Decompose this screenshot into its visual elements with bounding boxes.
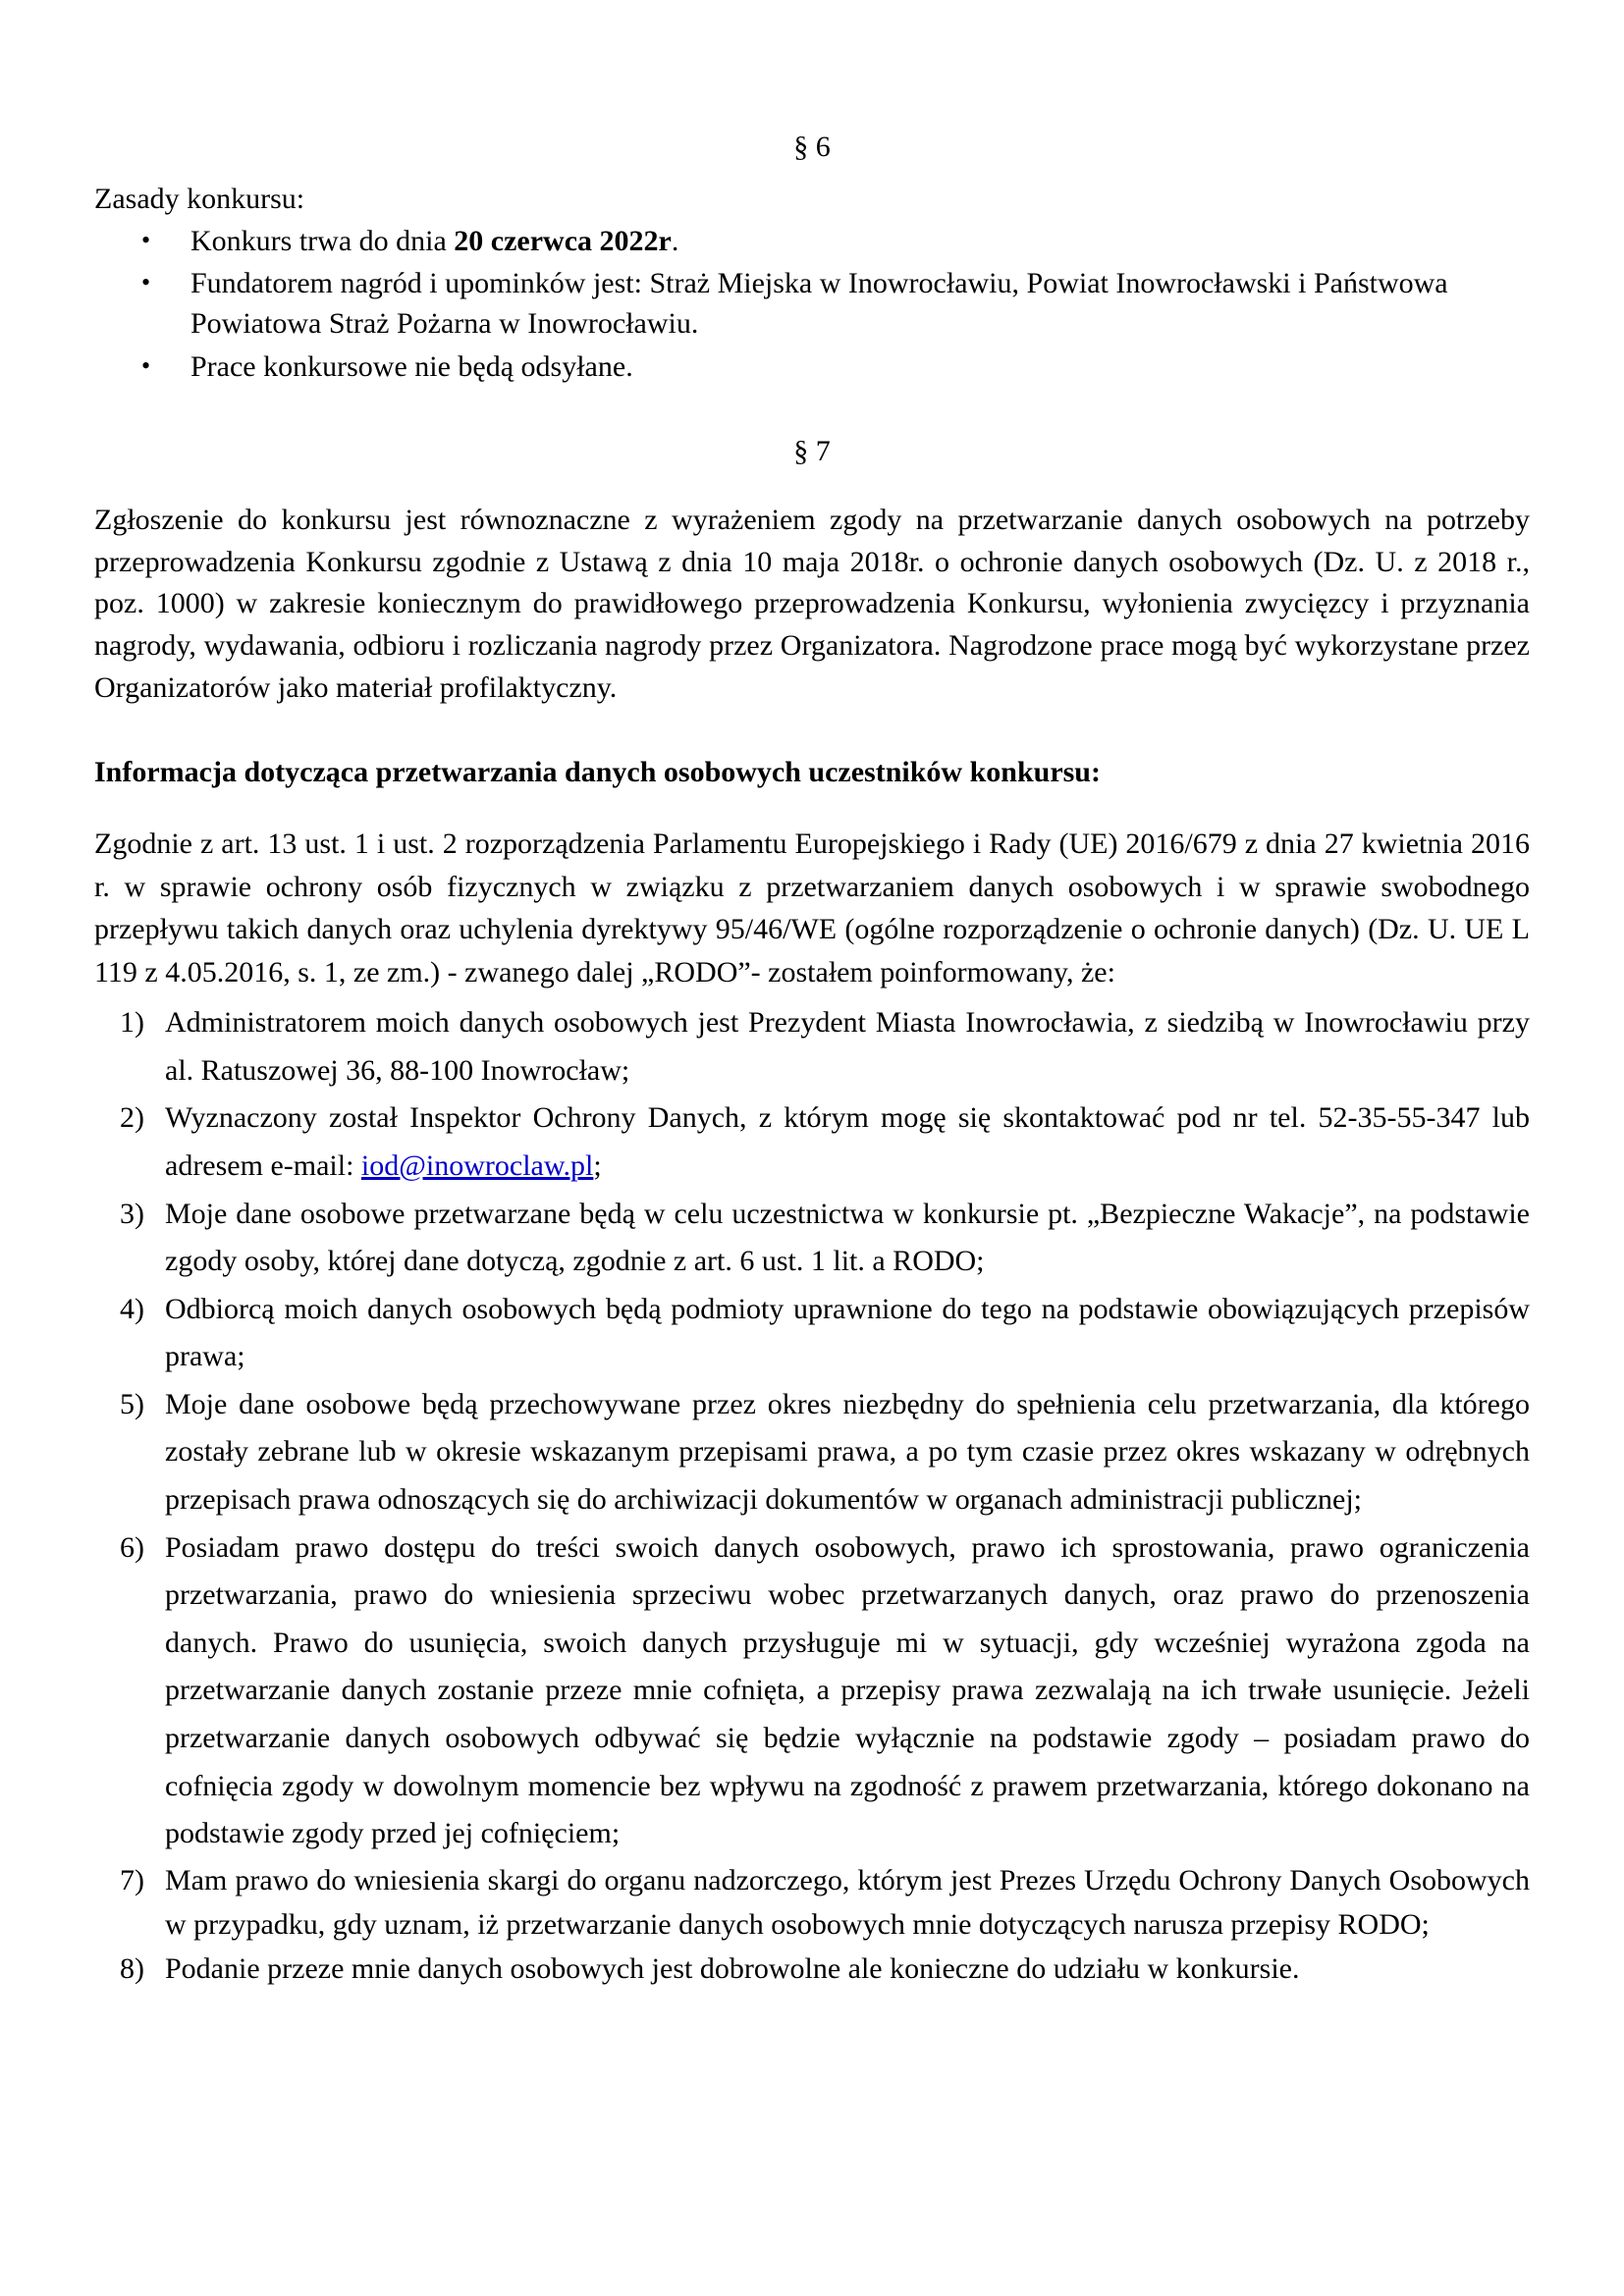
list-item-text: Moje dane osobowe będą przechowywane przez okres niezbędny do spełnienia celu przetwarzania, dla którego zostały zebrane lub w okresie wskazanym przepisami prawa, a po tym czasie przez okres wskazany w odrębnych przepisach prawa odnoszących się do archiwizacji dokumentów w organach administracji publicznej; (165, 1387, 1530, 1517)
list-item-number: 6) (120, 1530, 144, 1564)
spacer (94, 709, 1530, 752)
list-item (94, 1095, 1530, 1190)
list-item (94, 1191, 1530, 1286)
spacer (94, 389, 1530, 432)
list-item-number: 1) (120, 1006, 144, 1040)
bullet-icon: • (141, 225, 151, 254)
section-6-lead: Zasady konkursu: (94, 183, 305, 215)
list-item-number: 4) (120, 1292, 144, 1325)
list-item-number: 5) (120, 1387, 144, 1420)
bullet-text-prefix: Fundatorem nagród i upominków jest: Straż Miejska w Inowrocławiu, Powiat Inowrocławski i Państwowa Powiatowa Straż Pożarna w Inowrocławiu. (190, 266, 1448, 341)
bullet-icon: • (141, 350, 151, 380)
list-item-number: 2) (120, 1101, 144, 1135)
list-item (94, 347, 1530, 387)
bullet-text-suffix: . (671, 224, 679, 257)
list-item (94, 221, 1530, 261)
list-item-text-before-link: Wyznaczony został Inspektor Ochrony Danych, z którym mogę się skontaktować pod nr tel. 52-35-55-347 lub adresem e-mail: (165, 1101, 1530, 1182)
rodo-heading: Informacja dotycząca przetwarzania danych osobowych uczestników konkursu: (94, 756, 1101, 789)
list-item-text: Mam prawo do wniesienia skargi do organu nadzorczego, którym jest Prezes Urzędu Ochrony Danych Osobowych w przypadku, gdy uznam, iż przetwarzanie danych osobowych mnie dotyczących narusza przepisy RODO; (165, 1863, 1530, 1941)
section-7-body: Zgłoszenie do konkursu jest równoznaczne z wyrażeniem zgody na przetwarzanie danych osobowych na potrzeby przeprowadzenia Konkursu zgodnie z Ustawą z dnia 10 maja 2018r. o ochronie danych osobowych (Dz. U. z 2018 r., poz. 1000) w zakresie koniecznym do prawidłowego przeprowadzenia Konkursu, wyłonienia zwycięzcy i przyznania nagrody, wydawania, odbioru i rozliczania nagrody przez Organizatora. Nagrodzone prace mogą być wykorzystane przez Organizatorów jako materiał profilaktyczny. (94, 504, 1530, 704)
list-item (94, 1286, 1530, 1381)
list-item (94, 1947, 1530, 1991)
list-item-text: Odbiorcą moich danych osobowych będą podmioty uprawnione do tego na podstawie obowiązujących przepisów prawa; (165, 1292, 1530, 1373)
bullet-text-prefix: Prace konkursowe nie będą odsyłane. (190, 349, 633, 383)
bullet-icon: • (141, 267, 151, 296)
list-item-number: 8) (120, 1951, 144, 1985)
list-item (94, 1381, 1530, 1524)
section-6-bullet-list (94, 221, 1530, 388)
list-item-number: 7) (120, 1863, 144, 1896)
section-7-mark: § 7 (793, 435, 831, 468)
list-item-text: Administratorem moich danych osobowych jest Prezydent Miasta Inowrocławia, z siedzibą w Inowrocławiu przy al. Ratuszowej 36, 88-100 Inowrocław; (165, 1006, 1530, 1087)
bullet-text-bold: 20 czerwca 2022r (454, 224, 672, 257)
list-item-number: 3) (120, 1197, 144, 1230)
document-content (94, 128, 1530, 1991)
list-item-text: Posiadam prawo dostępu do treści swoich danych osobowych, prawo ich sprostowania, prawo ograniczenia przetwarzania, prawo do wniesienia sprzeciwu wobec przetwarzanych danych, oraz prawo do przenoszenia danych. Prawo do usunięcia, swoich danych przysługuje mi w sytuacji, gdy wcześniej wyrażona zgoda na przetwarzanie danych zostanie przeze mnie cofnięta, a przepisy prawa zezwalają na ich trwałe usunięcie. Jeżeli przetwarzanie danych osobowych odbywać się będzie wyłącznie na podstawie zgody – posiadam prawo do cofnięcia zgody w dowolnym momencie bez wpływu na zgodność z prawem przetwarzania, którego dokonano na podstawie zgody przed jej cofnięciem; (165, 1530, 1530, 1850)
spacer (94, 793, 1530, 823)
list-item (94, 1858, 1530, 1947)
list-item (94, 263, 1530, 345)
list-item-text-after-link: ; (593, 1148, 602, 1182)
list-item-text: Moje dane osobowe przetwarzane będą w celu uczestnictwa w konkursie pt. „Bezpieczne Wakacje”, na podstawie zgody osoby, której dane dotyczą, zgodnie z art. 6 ust. 1 lit. a RODO; (165, 1197, 1530, 1278)
email-link[interactable]: iod@inowroclaw.pl (360, 1148, 594, 1182)
rodo-numbered-list (94, 999, 1530, 1991)
spacer (94, 470, 1530, 500)
rodo-intro-paragraph: Zgodnie z art. 13 ust. 1 i ust. 2 rozporządzenia Parlamentu Europejskiego i Rady (UE) 2016/679 z dnia 27 kwietnia 2016 r. w sprawie ochrony osób fizycznych w związku z przetwarzaniem danych osobowych i w sprawie swobodnego przepływu takich danych oraz uchylenia dyrektywy 95/46/WE (ogólne rozporządzenie o ochronie danych) (Dz. U. UE L 119 z 4.05.2016, s. 1, ze zm.) - zwanego dalej „RODO”- zostałem poinformowany, że: (94, 828, 1530, 988)
list-item (94, 999, 1530, 1095)
list-item (94, 1524, 1530, 1858)
list-item-text: Podanie przeze mnie danych osobowych jest dobrowolne ale konieczne do udziału w konkursie. (165, 1951, 1300, 1985)
section-6-mark: § 6 (793, 131, 831, 163)
bullet-text-prefix: Konkurs trwa do dnia (190, 224, 455, 257)
